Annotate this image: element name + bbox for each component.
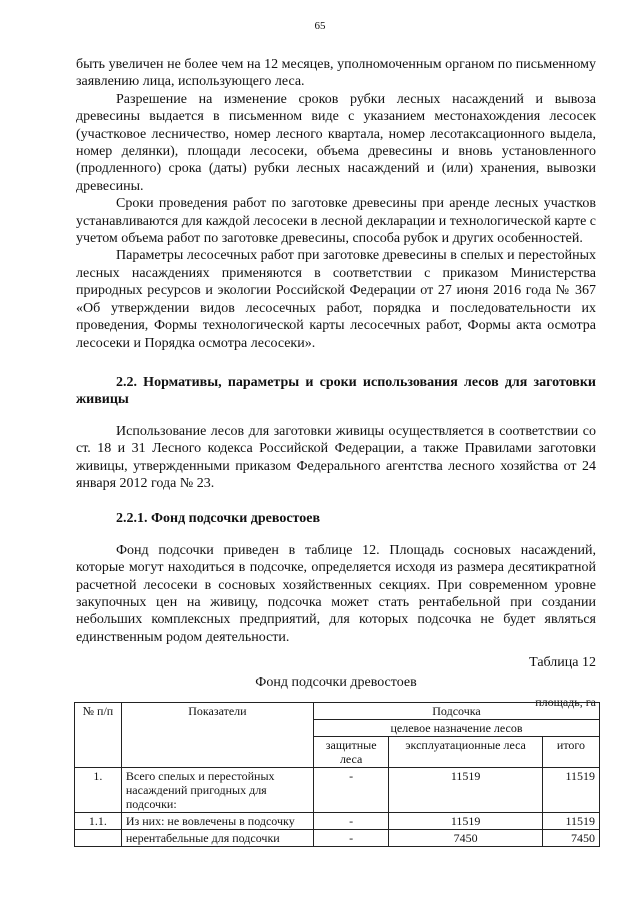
header-purpose: целевое назначение лесов	[314, 720, 600, 737]
table-row	[75, 830, 600, 847]
table-row	[75, 813, 600, 830]
table-row	[75, 768, 600, 813]
cell-exploitation: 11519	[389, 813, 543, 830]
header-protective: защитные леса	[314, 737, 389, 768]
paragraph-parameters: Параметры лесосечных работ при заготовке древесины в спелых и перестойных лесных насаждениях применяются в соответствии с приказом Министерства природных ресурсов и экологии Российской Федерации от 27 июня 2016 года № 367 «Об утверждении видов лесосечных работ, порядка и последовательности их проведения, Формы технологической карты лесосечных работ, Формы акта осмотра лесосеки и Порядка осмотра лесосеки».	[76, 248, 596, 351]
cell-num: 1.1.	[75, 813, 122, 830]
section-heading-2-2: 2.2. Нормативы, параметры и сроки использования лесов для заготовки живицы	[76, 374, 596, 408]
header-indicators: Показатели	[121, 703, 313, 768]
paragraph-continuation: быть увеличен не более чем на 12 месяцев, уполномоченным органом по письменному заявлению лица, использующего леса.	[76, 57, 596, 90]
cell-num: 1.	[75, 768, 122, 813]
header-podsochka: Подсочка	[314, 703, 600, 720]
header-exploitation: эксплуатационные леса	[389, 737, 543, 768]
paragraph-tapping-fund: Фонд подсочки приведен в таблице 12. Площадь сосновых насаждений, которые могут находиться в подсочке, определяется исходя из размера десятикратной расчетной лесосеки в сосновых хозяйственных секциях. При современном уровне закупочных цен на живицу, подсочка может стать рентабельной при создании небольших комплексных предприятий, для которых подсочка не будет являться единственным родом деятельности.	[76, 542, 596, 645]
cell-exploitation: 11519	[389, 768, 543, 813]
tapping-fund-table	[74, 702, 600, 847]
table-unit: площадь, га	[535, 695, 596, 709]
document-body	[76, 56, 596, 709]
cell-total: 7450	[542, 830, 599, 847]
table-title: Фонд подсочки древостоев	[255, 674, 417, 690]
paragraph-permission: Разрешение на изменение сроков рубки лесных насаждений и вывоза древесины выдается в письменном виде с указанием местонахождения лесосек (участковое лесничество, номер лесного квартала, номер лесотаксационного выдела, номер делянки), площади лесосеки, объема древесины и вновь установленного (продленного) срока (даты) рубки лесных насаждений и (или) хранения, вывозки древесины.	[76, 91, 596, 194]
paragraph-lease-terms: Сроки проведения работ по заготовке древесины при аренде лесных участков устанавливаются для каждой лесосеки в лесной декларации и технологической карте с учетом объема работ по заготовке древесины, способа рубок и других особенностей.	[76, 196, 596, 247]
cell-num	[75, 830, 122, 847]
table-label: Таблица 12	[529, 655, 596, 671]
cell-protective: -	[314, 768, 389, 813]
section-heading-2-2-1: 2.2.1. Фонд подсочки древостоев	[116, 511, 321, 527]
cell-name: Из них: не вовлечены в подсочку	[121, 813, 313, 830]
paragraph-resin-usage: Использование лесов для заготовки живицы осуществляется в соответствии со ст. 18 и 31 Лесного кодекса Российской Федерации, а также Правилами заготовки живицы, утвержденными приказом Федерального агентства лесного хозяйства от 24 января 2012 года № 23.	[76, 423, 596, 491]
cell-name: Всего спелых и перестойных насаждений пригодных для подсочки:	[121, 768, 313, 813]
cell-exploitation: 7450	[389, 830, 543, 847]
header-total: итого	[542, 737, 599, 768]
cell-total: 11519	[542, 813, 599, 830]
header-num: № п/п	[75, 703, 122, 768]
cell-protective: -	[314, 830, 389, 847]
cell-protective: -	[314, 813, 389, 830]
cell-total: 11519	[542, 768, 599, 813]
page-number: 65	[314, 20, 326, 32]
cell-name: нерентабельные для подсочки	[121, 830, 313, 847]
